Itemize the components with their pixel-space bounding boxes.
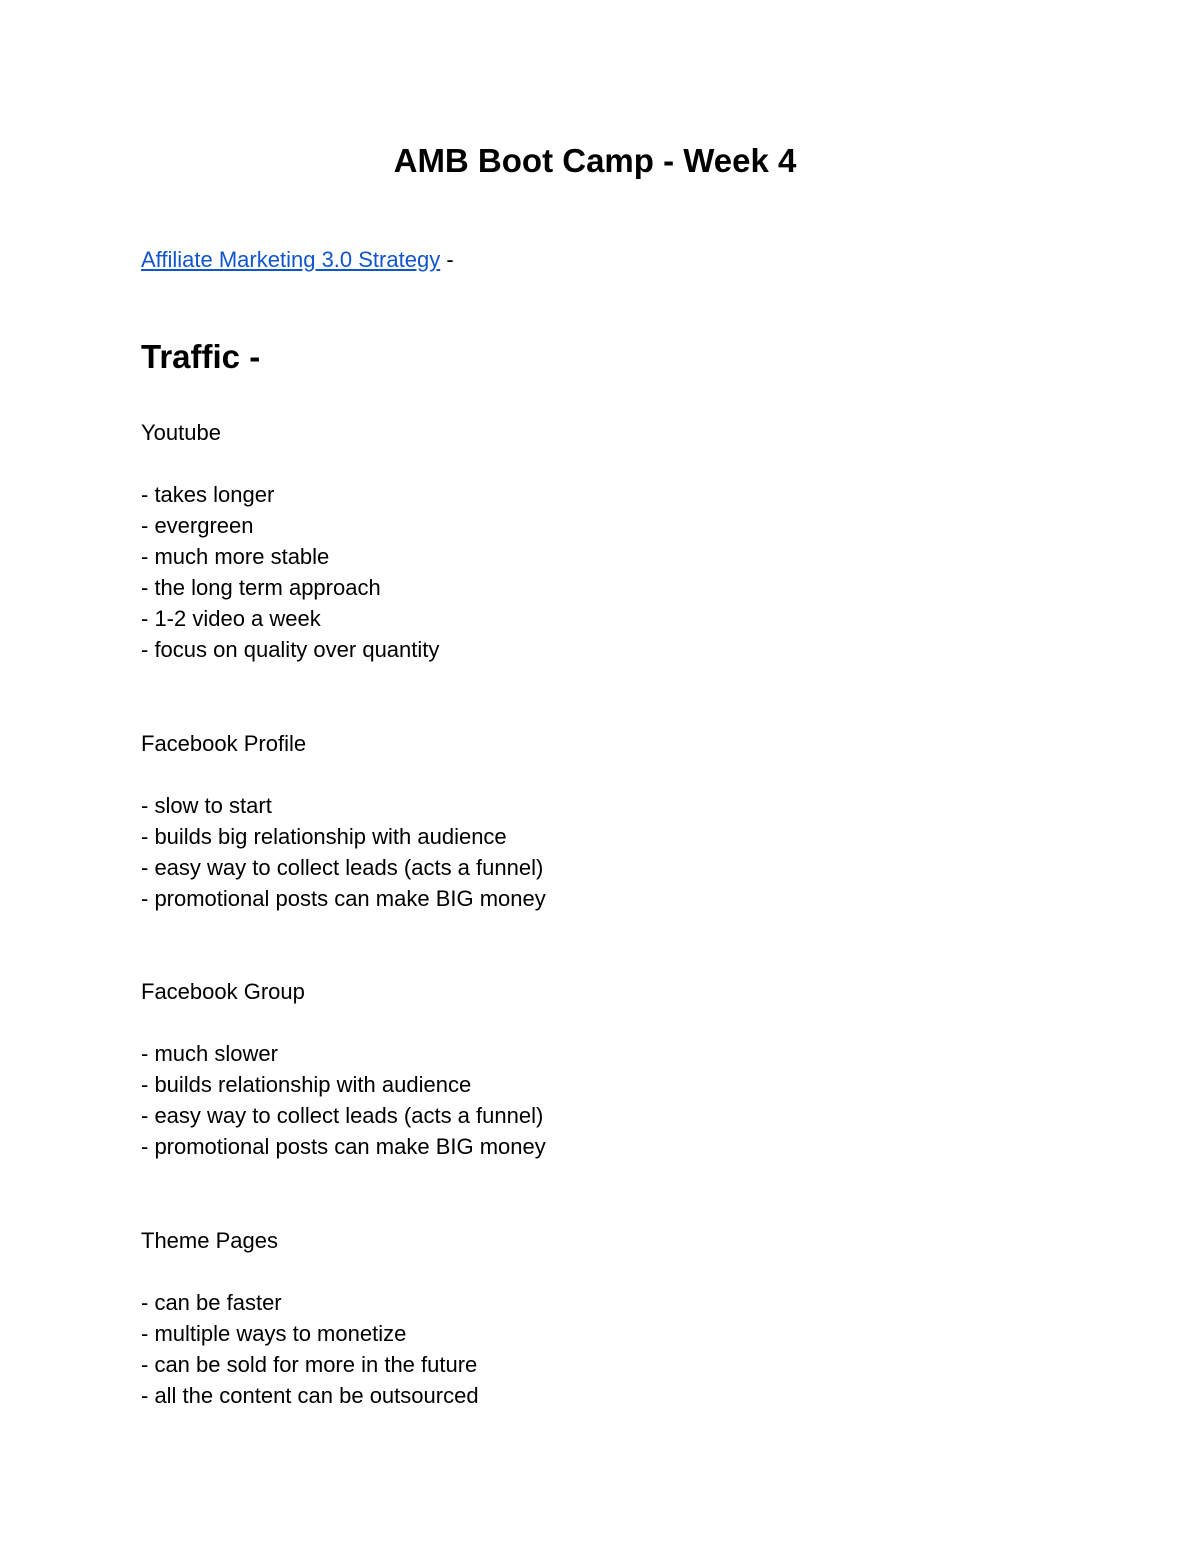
list-item: - builds big relationship with audience	[141, 824, 507, 849]
list-item: - slow to start	[141, 793, 272, 818]
document-title: AMB Boot Camp - Week 4	[393, 142, 797, 179]
list-item: - can be sold for more in the future	[141, 1352, 478, 1377]
group-title: Facebook Profile	[141, 731, 307, 756]
list-item: - multiple ways to monetize	[141, 1321, 407, 1346]
list-item: - takes longer	[141, 482, 275, 507]
strategy-link-line	[141, 244, 454, 275]
list-item: - promotional posts can make BIG money	[141, 886, 546, 911]
list-item: - all the content can be outsourced	[141, 1383, 479, 1408]
traffic-group-youtube	[141, 417, 439, 665]
list-item: - can be faster	[141, 1290, 282, 1315]
list-item: - the long term approach	[141, 575, 381, 600]
list-item: - promotional posts can make BIG money	[141, 1134, 546, 1159]
bullet-list	[141, 790, 546, 914]
list-item: - focus on quality over quantity	[141, 637, 440, 662]
traffic-group-facebook-profile	[141, 728, 546, 914]
traffic-group-facebook-group	[141, 976, 546, 1162]
list-item: - builds relationship with audience	[141, 1072, 472, 1097]
list-item: - easy way to collect leads (acts a funnel)	[141, 855, 544, 880]
list-item: - much slower	[141, 1041, 278, 1066]
list-item: - much more stable	[141, 544, 330, 569]
section-heading-traffic: Traffic -	[141, 338, 261, 375]
bullet-list	[141, 1038, 546, 1162]
bullet-list	[141, 479, 439, 665]
strategy-link-suffix: -	[440, 247, 454, 272]
strategy-link[interactable]: Affiliate Marketing 3.0 Strategy	[141, 247, 441, 272]
group-title: Facebook Group	[141, 979, 305, 1004]
bullet-list	[141, 1287, 479, 1411]
group-title: Youtube	[141, 420, 221, 445]
list-item: - 1-2 video a week	[141, 606, 321, 631]
list-item: - evergreen	[141, 513, 254, 538]
list-item: - easy way to collect leads (acts a funnel)	[141, 1103, 544, 1128]
traffic-group-theme-pages	[141, 1225, 479, 1411]
group-title: Theme Pages	[141, 1228, 278, 1253]
